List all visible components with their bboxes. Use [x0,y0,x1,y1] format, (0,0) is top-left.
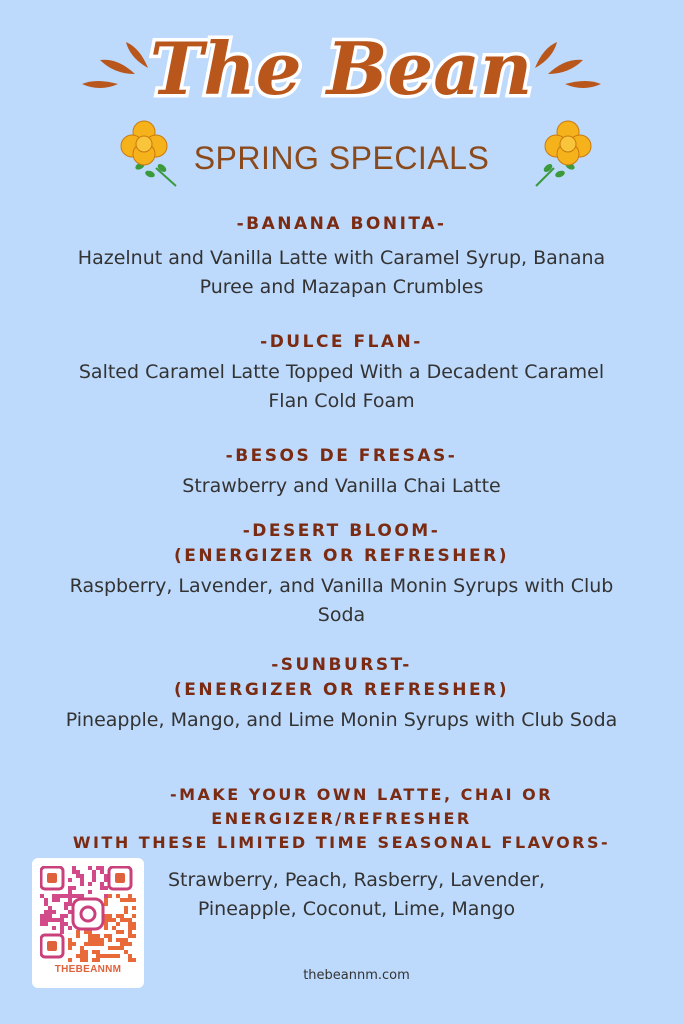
item-desc-banana-bonita [60,244,623,302]
desc-line: Hazelnut and Vanilla Latte with Caramel Syrup, Banana [77,247,606,269]
item-name-dulce-flan: -DULCE FLAN- [260,332,423,352]
item-name-sunburst: -SUNBURST- [271,655,412,675]
item-name-besos-de-fresas: -BESOS DE FRESAS- [225,446,458,466]
custom-heading-line-3: WITH THESE LIMITED TIME SEASONAL FLAVORS- [72,833,611,852]
subtitle: SPRING SPECIALS [193,140,490,176]
website-link[interactable]: thebeannm.com [303,968,410,983]
item-desc-besos-de-fresas [60,472,623,501]
desc-line: Raspberry, Lavender, and Vanilla Monin Syrups with Club [69,575,614,597]
qr-label: THEBEANNM [54,964,122,975]
custom-heading-line-1: -MAKE YOUR OWN LATTE, CHAI OR [169,785,554,804]
desc-line: Puree and Mazapan Crumbles [199,276,484,298]
flavor-line: Strawberry, Peach, Rasberry, Lavender, [167,869,546,891]
left-splash-icon [82,42,148,88]
item-desc-sunburst [60,706,623,735]
custom-heading-line-2: ENERGIZER/REFRESHER [211,809,472,828]
right-splash-icon [535,42,601,88]
desc-line: Flan Cold Foam [268,390,415,412]
item-sub-sunburst: (ENERGIZER OR REFRESHER) [174,680,509,700]
desc-line: Salted Caramel Latte Topped With a Decadent Caramel [78,361,605,383]
desc-line: Soda [317,604,366,626]
item-desc-desert-bloom [60,572,623,630]
item-name-desert-bloom: -DESERT BLOOM- [242,521,441,541]
flavor-line: Pineapple, Coconut, Lime, Mango [197,898,516,920]
item-name-banana-bonita: -BANANA BONITA- [236,214,447,234]
title-text: The Bean [149,26,533,111]
custom-flavors [150,866,563,924]
item-desc-dulce-flan [60,358,623,416]
desc-line: Pineapple, Mango, and Lime Monin Syrups with Club Soda [65,709,618,731]
desc-line: Strawberry and Vanilla Chai Latte [182,475,501,497]
item-sub-desert-bloom: (ENERGIZER OR REFRESHER) [174,546,509,566]
title-banner [0,12,683,122]
title-graphic [0,12,683,122]
qr-code-icon [40,866,136,962]
